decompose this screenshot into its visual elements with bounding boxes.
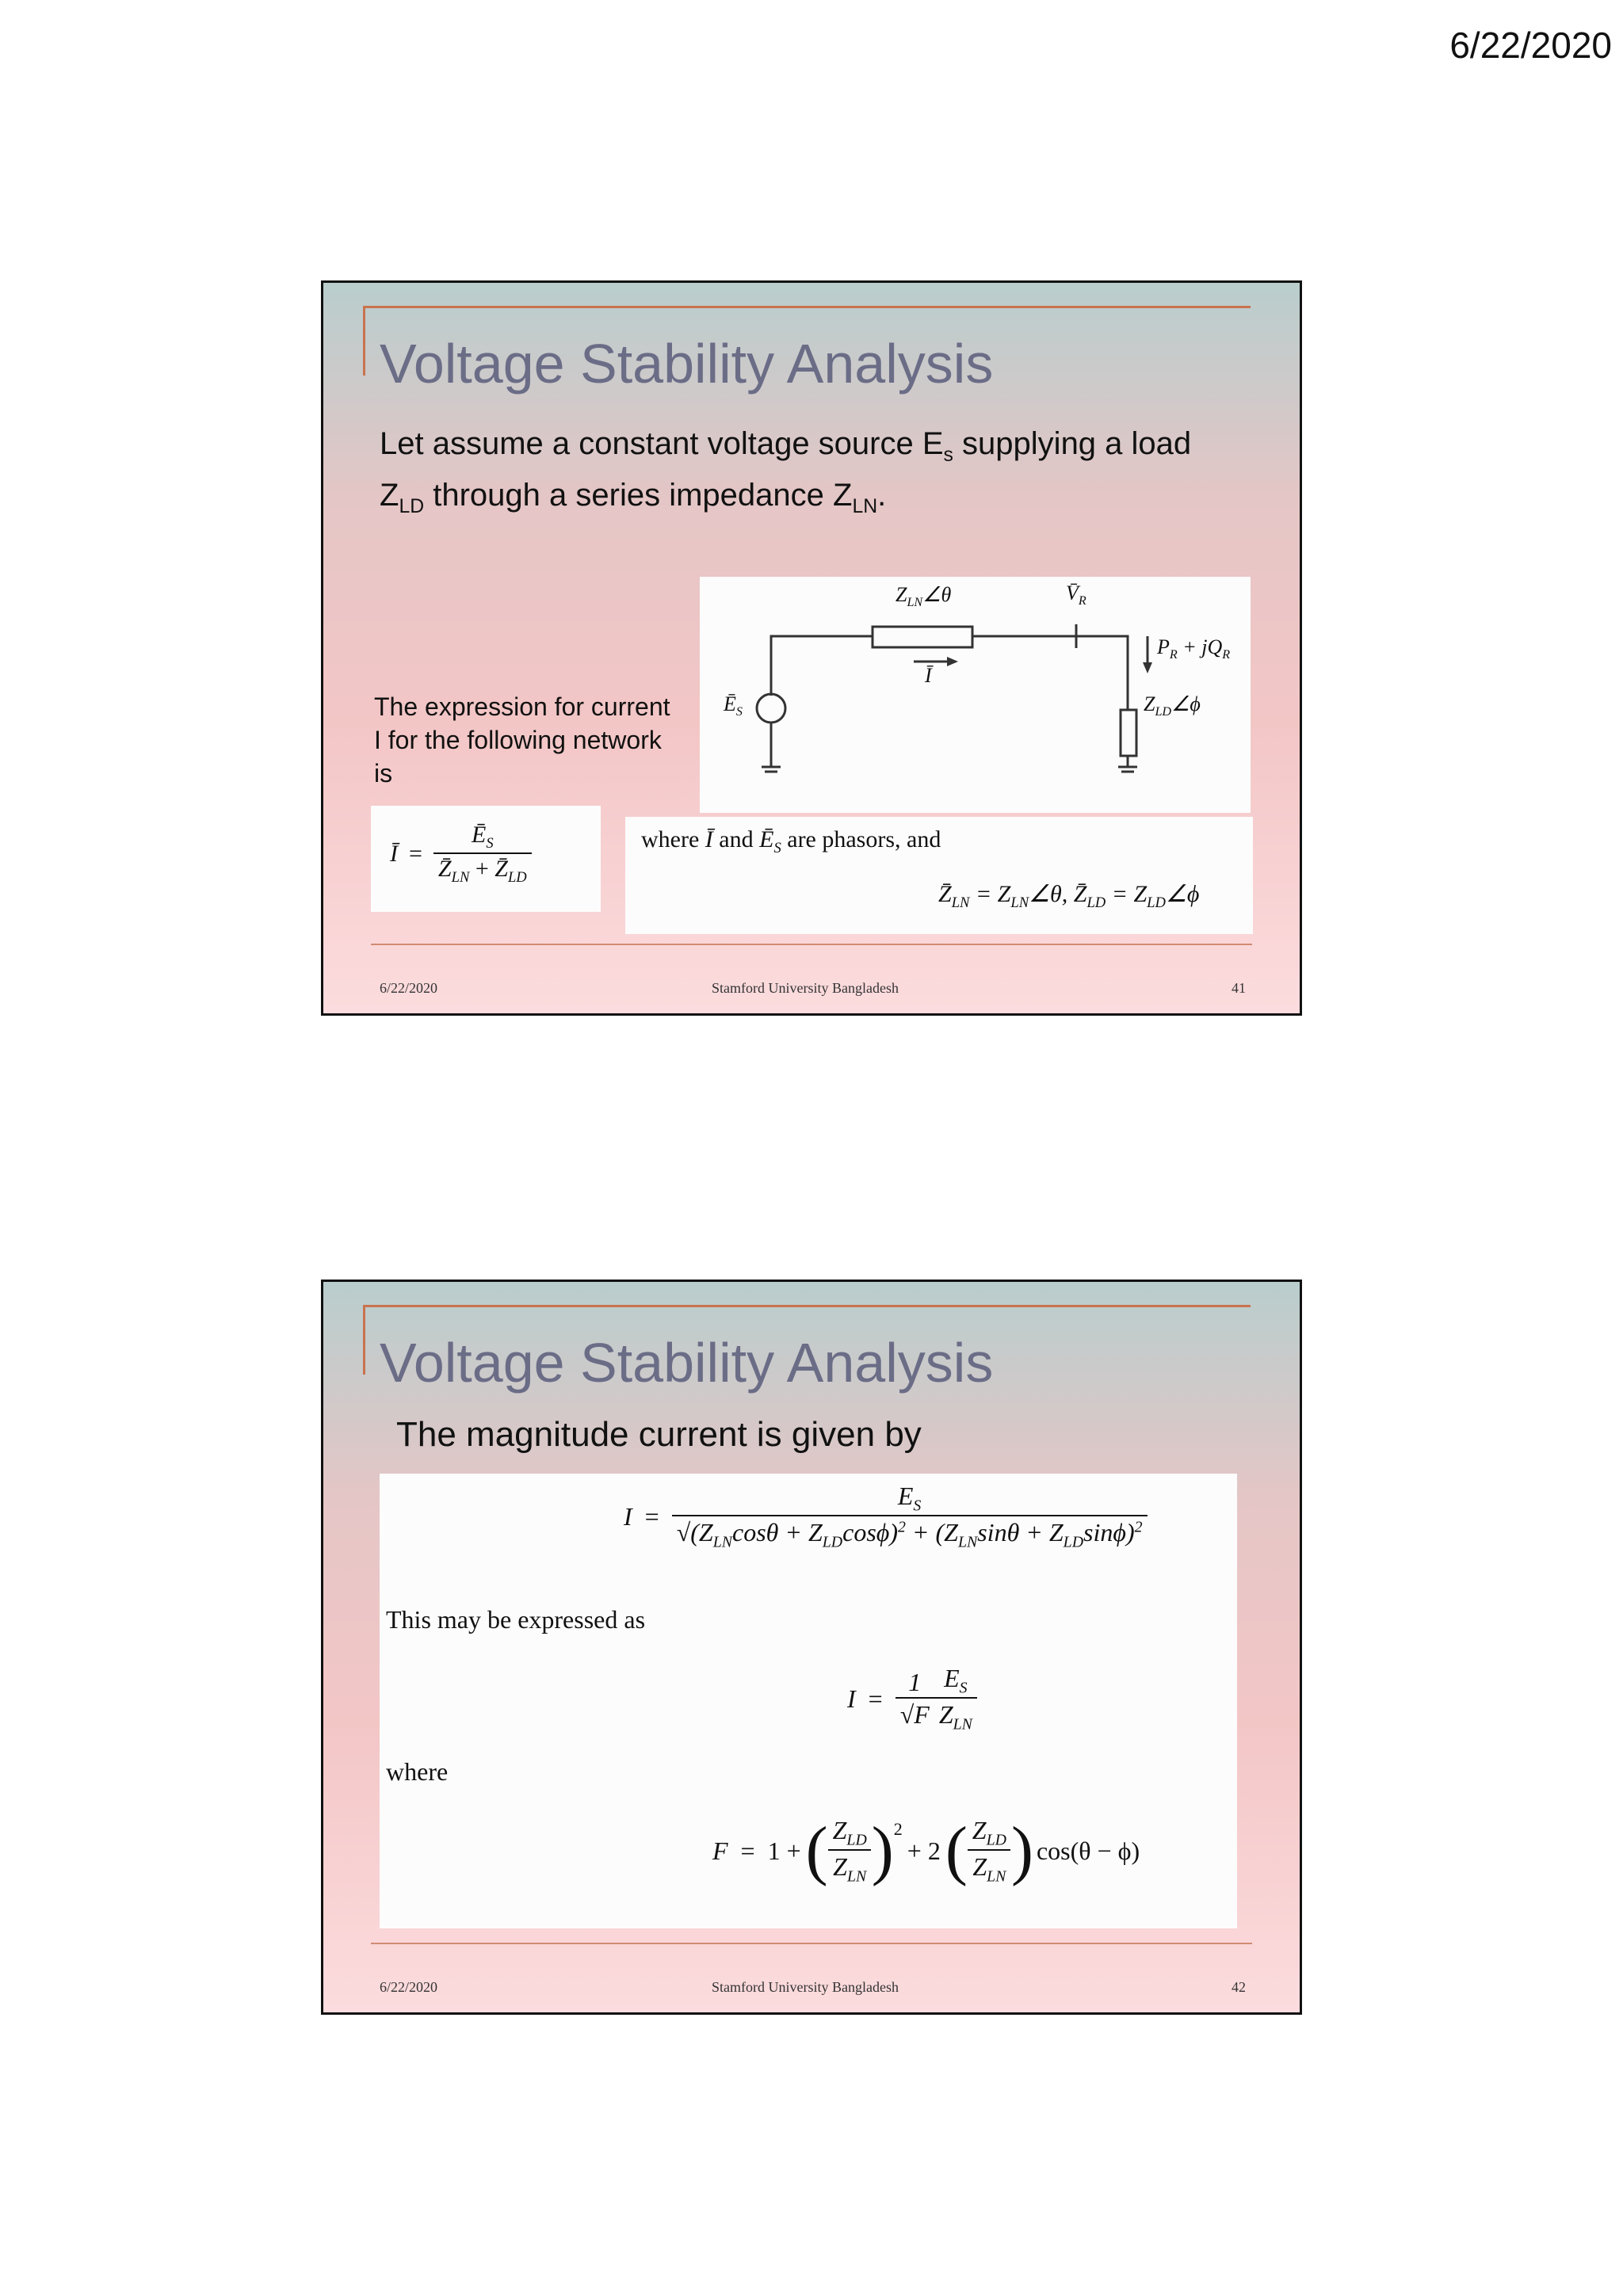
intro-text (380, 424, 1267, 527)
footer-date: 6/22/2020 (380, 1979, 438, 1995)
footer-org: Stamford University Bangladesh (712, 980, 899, 996)
phasor-definitions (625, 817, 1253, 934)
circuit-diagram (700, 577, 1251, 813)
label-zln: $Z_{LN}\angle\theta$ (896, 583, 952, 610)
intro-line-2: $Z_{LD}$ through a series impedance $Z_{LN}$. (380, 478, 887, 517)
label-current: Ī (925, 664, 932, 687)
label-es: $Ē_S$ (724, 692, 743, 719)
title-frame-left (363, 306, 365, 376)
footer-divider (371, 944, 1252, 945)
slide-42 (321, 1280, 1302, 2015)
slide-title: Voltage Stability Analysis (380, 1332, 994, 1394)
title-frame-top (363, 306, 1251, 308)
label-vr: $V̄_R$ (1066, 582, 1086, 608)
text-expressed: This may be expressed as (386, 1605, 646, 1634)
current-formula (371, 806, 601, 912)
simplified-formula: I = $\frac{1}{√F}$ $\frac{E_S}{Z_{LN}}$ (847, 1664, 977, 1734)
title-frame-top (363, 1305, 1251, 1307)
title-frame-left (363, 1305, 365, 1375)
impedance-definitions: $Z̄_{LN}$ = $Z_{LN}\angle\theta$, $Z̄_{LD}$ = $Z_{LD}\angle\phi$ (938, 881, 1200, 911)
where-line: where Ī and $Ē_S$ are phasors, and (641, 826, 941, 856)
footer-divider (371, 1943, 1252, 1944)
label-pq: $P_R + jQ_R$ (1157, 635, 1231, 662)
magnitude-formula: I = $\frac{E_S}{√(Z_{LN}\cos\theta + Z_{LD}\cos\phi)^2 + (Z_{LN}\sin\theta + Z_{LD}\sin\phi)^2}$ (624, 1482, 1148, 1552)
intro-line-1: Let assume a constant voltage source $E_s$ supplying a load (380, 426, 1192, 466)
footer-page-number: 41 (1232, 980, 1246, 996)
magnitude-derivation (380, 1474, 1237, 1928)
side-text: The expression for current I for the following network is (374, 692, 670, 788)
text-where: where (386, 1757, 449, 1786)
footer-org: Stamford University Bangladesh (712, 1979, 899, 1995)
label-zld: $Z_{LD}\angle\phi$ (1144, 692, 1201, 719)
formula-current: Ī = $\frac{Ē_S}{Z̄_{LN} + Z̄_{LD}}$ (390, 822, 532, 887)
factor-f-formula: F = 1 + ( $\frac{Z_{LD}}{Z_{LN}}$ ) $^2$ + 2 ( $\frac{Z_{LD}}{Z_{LN}}$ ) cos(θ − ϕ) (712, 1814, 1140, 1888)
slide-41 (321, 280, 1302, 1016)
intro-text: The magnitude current is given by (396, 1415, 922, 1454)
footer-page-number: 42 (1232, 1979, 1246, 1995)
footer-date: 6/22/2020 (380, 980, 438, 996)
page-date: 6/22/2020 (1449, 25, 1612, 66)
slide-title: Voltage Stability Analysis (380, 333, 994, 395)
